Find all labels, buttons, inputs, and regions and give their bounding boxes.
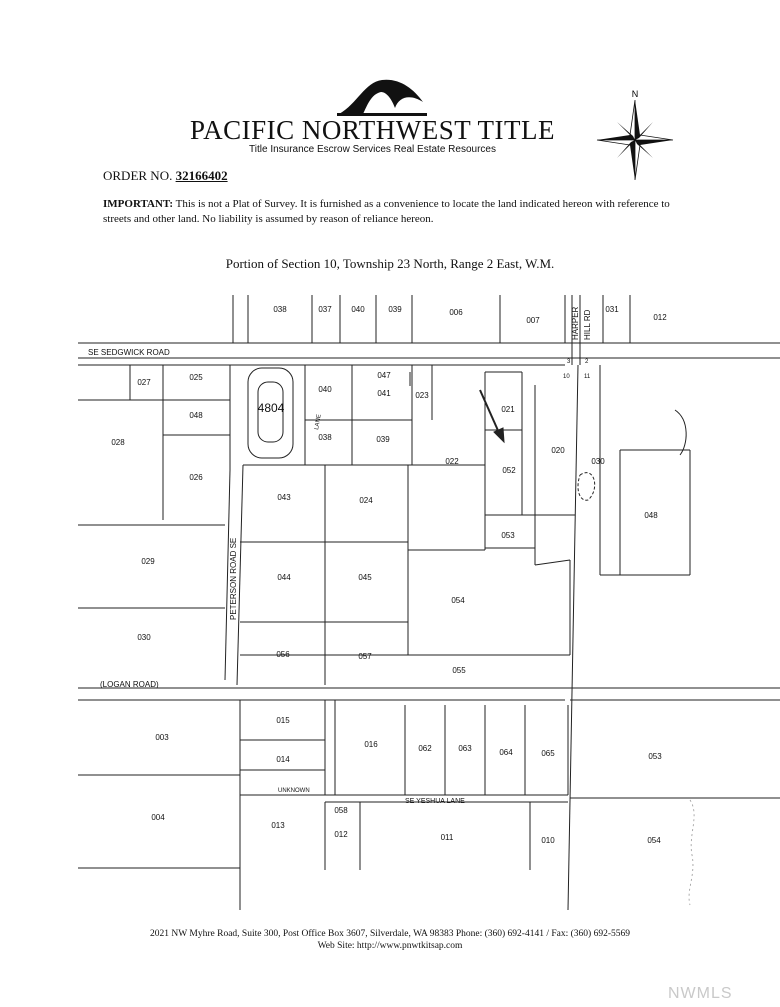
parcel-label: 025 (189, 373, 203, 382)
footer-website: Web Site: http://www.pnwtkitsap.com (317, 941, 463, 951)
parcel-label: 004 (151, 813, 165, 822)
road-label-harper: HARPER (571, 306, 580, 340)
parcel-label: 012 (653, 313, 667, 322)
corner-label-11: 11 (584, 374, 591, 380)
parcel-label: 003 (155, 733, 169, 742)
parcel-label: 023 (415, 391, 429, 400)
parcel-label: 038 (318, 433, 332, 442)
parcel-label: 062 (418, 744, 432, 753)
parcel-label: 052 (502, 466, 516, 475)
parcel-label: 029 (141, 557, 155, 566)
parcel-label: 007 (526, 316, 540, 325)
parcel-label: 054 (647, 836, 661, 845)
parcel-label: 021 (501, 405, 515, 414)
company-name: PACIFIC NORTHWEST TITLE (190, 115, 555, 145)
parcel-label: 028 (111, 438, 125, 447)
road-label-sedgwick: SE SEDGWICK ROAD (88, 348, 170, 357)
parcel-label: 057 (358, 652, 372, 661)
road-label-peterson: PETERSON ROAD SE (229, 537, 238, 620)
parcel-label: 053 (501, 531, 515, 540)
parcel-label: 031 (605, 305, 619, 314)
parcel-label: 048 (644, 511, 658, 520)
compass-north-label: N (631, 89, 639, 99)
parcel-map (0, 290, 780, 910)
parcel-label: 037 (318, 305, 332, 314)
parcel-label: 010 (541, 836, 555, 845)
corner-label-2: 2 (585, 359, 589, 365)
order-number: 32166402 (175, 168, 228, 183)
parcel-label: 054 (451, 596, 465, 605)
road-label-hill-rd: HILL RD (583, 309, 592, 340)
parcel-label: 056 (276, 650, 290, 659)
parcel-label: 047 (377, 371, 391, 380)
parcel-label: 045 (358, 573, 372, 582)
shoreline-line (689, 800, 694, 905)
parcel-label: 053 (648, 752, 662, 761)
parcel-label: 013 (271, 821, 285, 830)
parcel-label: 039 (388, 305, 402, 314)
parcel-label: 048 (189, 411, 203, 420)
parcel-label: 024 (359, 496, 373, 505)
parcel-label: 006 (449, 308, 463, 317)
company-tagline: Title Insurance Escrow Services Real Estate Resources (249, 144, 496, 155)
corner-label-3: 3 (567, 359, 571, 365)
parcel-label: 026 (189, 473, 203, 482)
parcel-label: 020 (551, 446, 565, 455)
parcel-label: 064 (499, 748, 513, 757)
parcel-label: 058 (334, 806, 348, 815)
parcel-label: 040 (351, 305, 365, 314)
parcel-label: 039 (376, 435, 390, 444)
compass-rose-icon (595, 88, 675, 183)
parcel-label: 030 (137, 633, 151, 642)
parcel-label: 014 (276, 755, 290, 764)
road-label-unknown: UNKNOWN (278, 788, 310, 794)
road-label-yeshua: SE YESHUA LANE (405, 798, 465, 805)
order-label: ORDER NO. (103, 168, 173, 183)
parcel-lines (78, 295, 780, 910)
wave-logo-icon (337, 74, 427, 116)
map-title: Portion of Section 10, Township 23 North, Range 2 East, W.M. (225, 256, 555, 271)
parcel-label: 4804 (257, 401, 285, 415)
parcel-label: 041 (377, 389, 391, 398)
footer-address: 2021 NW Myhre Road, Suite 300, Post Office Box 3607, Silverdale, WA 98383 Phone: (360) 692-4141 / Fax: (360) 692-5569 (150, 929, 630, 939)
parcel-label: 015 (276, 716, 290, 725)
parcel-label: 030 (591, 457, 605, 466)
parcel-label: 038 (273, 305, 287, 314)
parcel-label: 011 (440, 833, 454, 842)
parcel-label: 027 (137, 378, 151, 387)
parcel-label: 016 (364, 740, 378, 749)
disclaimer (103, 197, 683, 227)
road-label-logan: (LOGAN ROAD) (100, 680, 159, 689)
disclaimer-label: IMPORTANT: (103, 198, 174, 210)
parcel-label: 040 (318, 385, 332, 394)
parcel-label: 043 (277, 493, 291, 502)
corner-label-10: 10 (563, 374, 570, 380)
parcel-label: 055 (452, 666, 466, 675)
parcel-label: 012 (334, 830, 348, 839)
nwmls-watermark: NWMLS (668, 985, 733, 1002)
parcel-label: 063 (458, 744, 472, 753)
parcel-label: 022 (445, 457, 459, 466)
road-label-lane: LANE (314, 413, 323, 431)
parcel-label: 044 (277, 573, 291, 582)
disclaimer-text: This is not a Plat of Survey. It is furnished as a convenience to locate the land indicated hereon with reference to streets and other land. No liability is assumed by reason of reliance hereon. (103, 198, 670, 225)
parcel-label: 065 (541, 749, 555, 758)
order-number-line (103, 168, 228, 184)
